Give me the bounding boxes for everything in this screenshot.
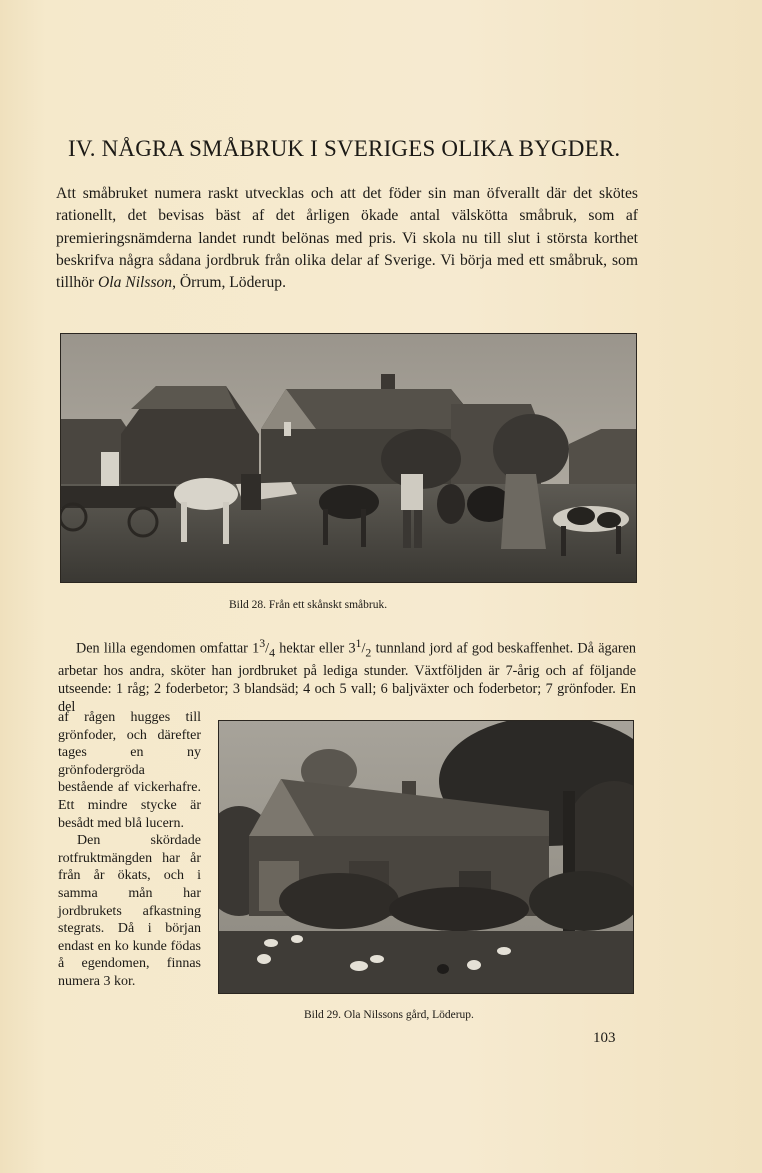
fraction-numerator: 3	[259, 636, 266, 650]
intro-text: Att småbruket numera raskt utvecklas och att det föder sin man öfverallt där det skötes rationellt, det bevisas bäst af det årligen ökade antal välskötta småbruk, som af premieringsnämderna landet rundt belönas med pris. Vi skola nu till slut i största korthet beskrifva några sådana jordbruk från olika delar af Sverige. Vi börja med ett småbruk, som tillhör	[56, 185, 638, 292]
narrow-column-text	[58, 709, 201, 991]
body-text-c: tunnland jord af god beskaffenhet. Då ägaren arbetar hos andra, sköter han jordbruket på lediga stunder. Växtföljden är 7-årig och af följande utseende: 1 råg; 2 foderbetor; 3 blandsäd; 4 och 5 vall; 6 baljväxter och foderbetor; 7 grönfoder. En del	[58, 640, 637, 715]
fraction-numerator: 1	[355, 636, 362, 650]
intro-text-end: , Örrum, Löderup.	[172, 274, 287, 292]
fraction-denominator: 4	[269, 645, 276, 660]
chapter-title: IV. NÅGRA SMÅBRUK I SVERIGES OLIKA BYGDER.	[68, 136, 621, 161]
fraction-denominator: 2	[365, 645, 372, 660]
body-paragraph: Den lilla egendomen omfattar $1^3/_4$ hektar eller $3^1/_2$ tunnland jord af god beskaffenhet. Då ägaren arbetar hos andra, sköter han jordbruket på lediga stunder. Växtföljden är 7-årig och af följande utseende: 1 råg; 2 foderbetor; 3 blandsäd; 4 och 5 vall; 6 baljväxter och foderbetor; 7 grönfoder. En del	[58, 636, 637, 715]
farm-cattle-photo	[60, 333, 637, 583]
intro-paragraph	[56, 183, 638, 294]
narrow-paragraph-2: Den skördade rotfruktmängden har år från år ökats, och i samma mån har jordbrukets afkastning stegrats. Då i början endast en ko kunde födas å egendomen, finnas numera 3 kor.	[58, 833, 201, 989]
narrow-paragraph-1: af rågen hugges till grönfoder, och därefter tages en ny grönfodergröda bestående af vickerhafre. Ett mindre stycke är besådt med blå lucern.	[58, 710, 201, 831]
owner-name: Ola Nilsson	[98, 274, 173, 292]
farmhouse-photo	[218, 720, 634, 994]
figure-29-caption: Bild 29. Ola Nilssons gård, Löderup.	[304, 1009, 474, 1021]
page-number: 103	[593, 1030, 616, 1046]
figure-28-caption: Bild 28. Från ett skånskt småbruk.	[229, 599, 388, 611]
body-text-b: hektar eller 3	[275, 640, 356, 657]
body-text-a: Den lilla egendomen omfattar 1	[76, 640, 260, 657]
